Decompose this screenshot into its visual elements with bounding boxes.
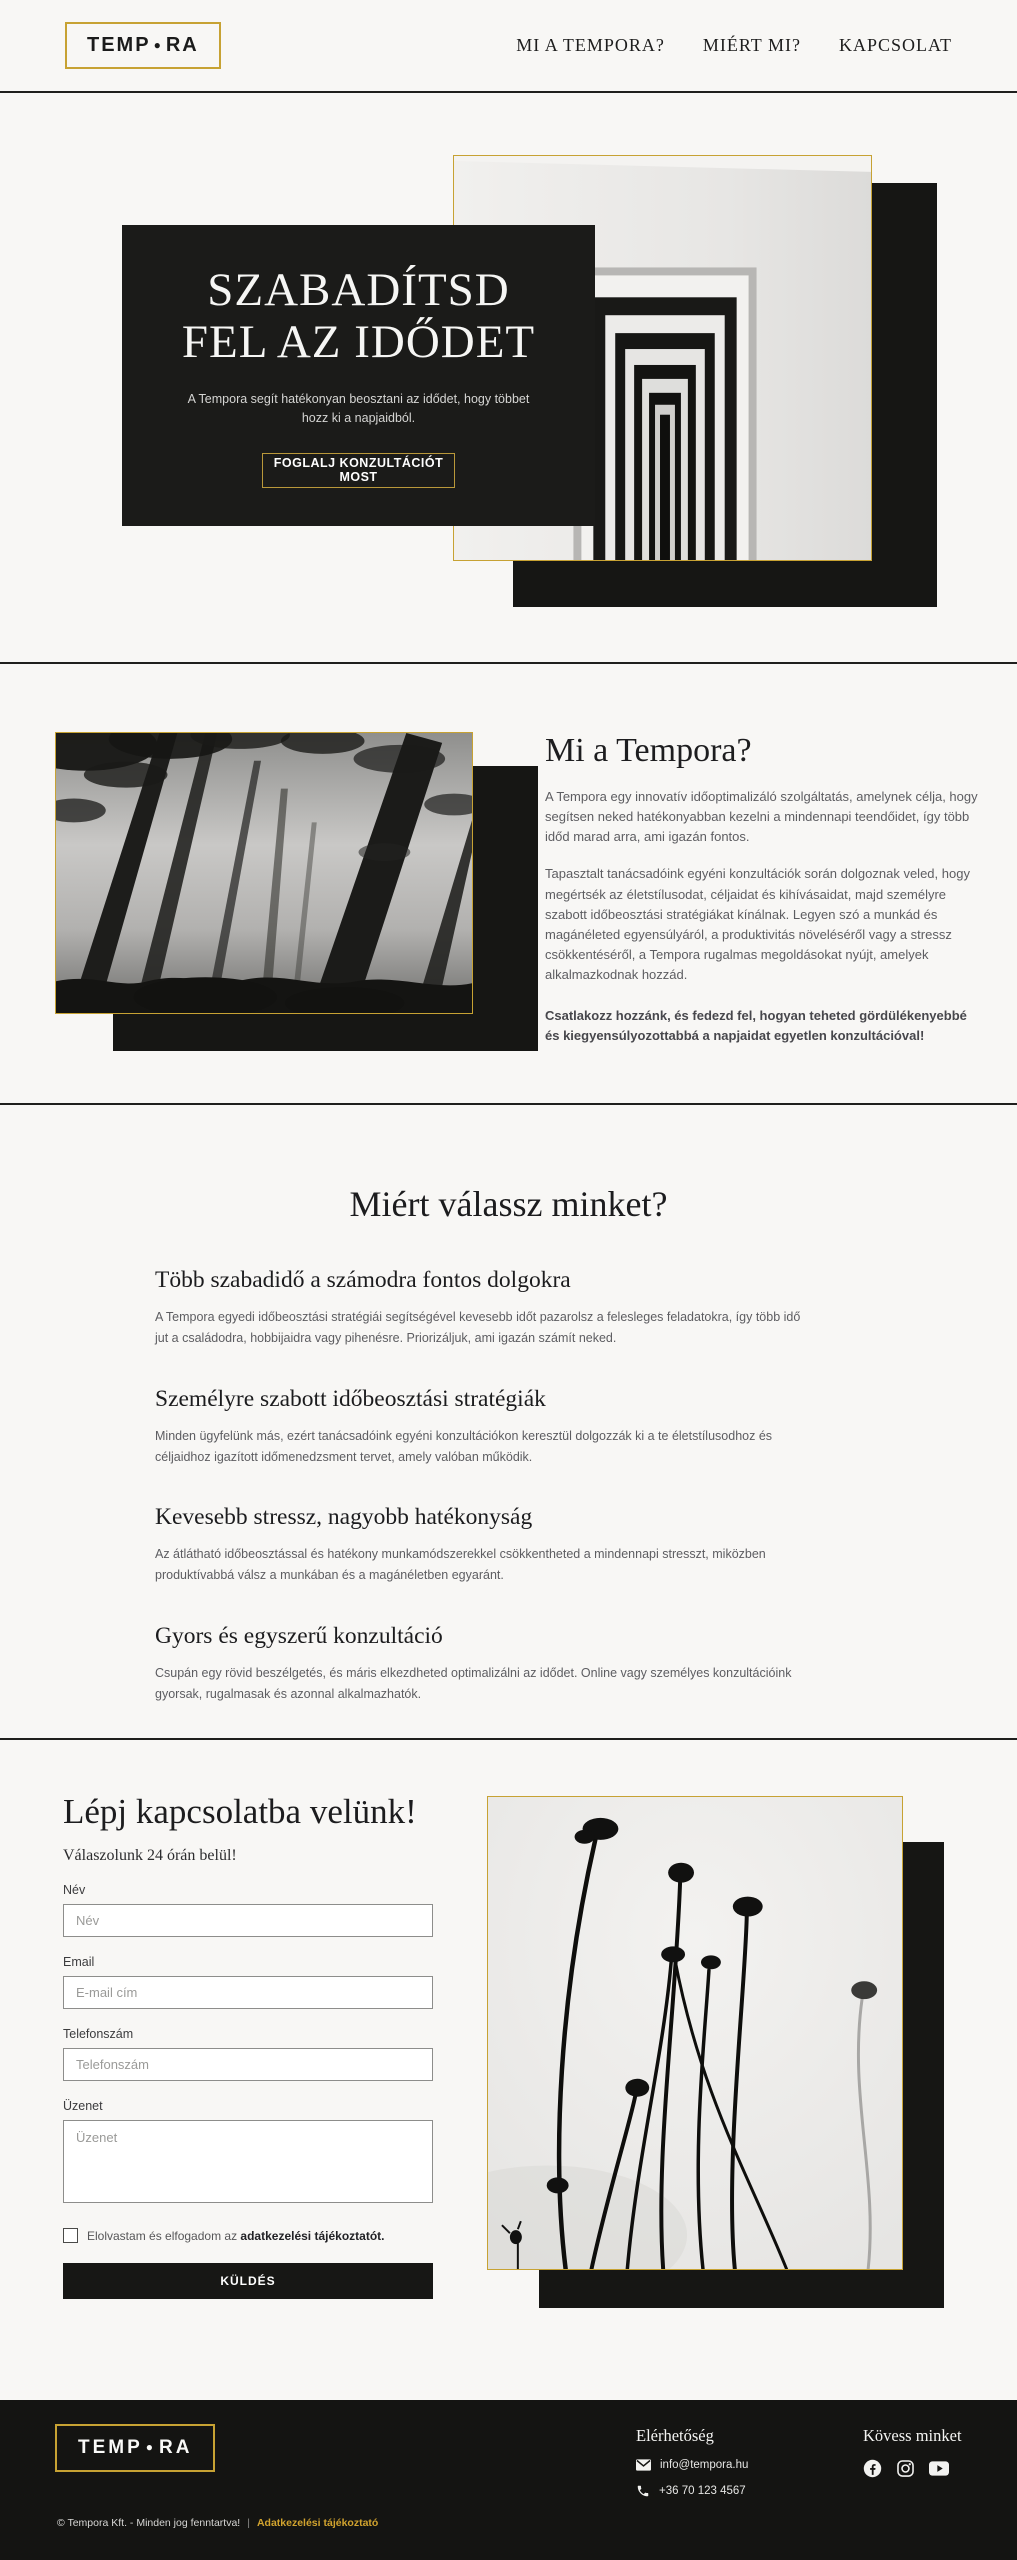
why-item-heading: Kevesebb stressz, nagyobb hatékonyság [155,1504,533,1530]
privacy-policy-link[interactable]: adatkezelési tájékoztatót. [240,2228,385,2243]
main-nav [516,35,952,56]
why-item-text: Az átlátható időbeosztással és hatékony munkamódszerekkel csökkentheted a mindennapi stresszt, miközben produktívabbá válsz a munkában és a magánéletben egyaránt. [155,1547,766,1583]
nav-item-miert-mi[interactable]: MIÉRT MI? [702,35,801,55]
why-item [155,1386,811,1469]
consent-row [63,2228,433,2243]
hero-card [122,225,595,526]
hero-subtitle: A Tempora segít hatékonyan beosztani az idődet, hogy többet hozz ki a napjaidból. [187,391,530,426]
about-paragraph-2: Tapasztalt tanácsadóink egyéni konzultációk során dolgoznak veled, hogy megértsék az életstílusodat, céljaidat és kihívásaidat, majd személyre szabott időbeosztási stratégiákat kínálnak. Legyen szó a munkád és magánéleted egyensúlyáról, a produktivitás növeléséről vagy a stressz csökkentéséről, a Tempora rugalmas megoldásokat nyújt, amelyek alkalmazkodnak hozzád. [545,866,970,983]
footer-logo-dot-icon: ● [145,2440,157,2454]
facebook-icon[interactable] [863,2459,882,2478]
why-item-text: Csupán egy rövid beszélgetés, és máris elkezdheted optimalizálni az idődet. Online vagy személyes konzultációink gyorsak, rugalmasak és azonnal alkalmazhatók. [155,1665,792,1701]
contact-title: Lépj kapcsolatba velünk! [63,1792,417,1831]
footer-logo-text-2: RA [159,2437,193,2458]
copyright-text: © Tempora Kft. - Minden jog fenntartva! [57,2517,241,2529]
privacy-policy-footer-link[interactable]: Adatkezelési tájékoztató [256,2517,379,2529]
footer-follow-heading: Kövess minket [863,2426,962,2445]
name-label: Név [63,1883,86,1897]
email-label: Email [63,1955,95,1969]
hero-section [0,93,1017,664]
about-paragraph-3: Csatlakozz hozzánk, és fedezd fel, hogyan teheted gördülékenyebbé és kiegyensúlyozottabbá a napjaidat egyetlen konzultációval! [545,1008,967,1044]
about-title: Mi a Tempora? [545,732,752,769]
hero-title-line1: SZABADÍTSD [207,263,510,316]
email-icon [636,2459,651,2471]
footer-contact-heading: Elérhetőség [636,2426,714,2445]
why-item [155,1504,811,1587]
phone-input[interactable] [63,2048,433,2081]
site-header [0,0,1017,93]
footer-email-link[interactable]: info@tempora.hu [660,2459,749,2471]
book-consultation-button[interactable]: FOGLALJ KONZULTÁCIÓT MOST [262,453,455,488]
logo-text-2: RA [165,34,199,56]
phone-label: Telefonszám [63,2027,134,2041]
why-item [155,1623,811,1706]
logo[interactable] [65,22,221,69]
why-item-heading: Személyre szabott időbeosztási stratégiák [155,1385,546,1412]
logo-text: TEMP [87,34,151,56]
footer-follow-column [863,2426,962,2478]
consent-checkbox[interactable] [63,2228,78,2243]
footer-phone-row [636,2484,748,2498]
footer-phone-link[interactable]: +36 70 123 4567 [659,2485,746,2497]
hero-title-line2: FEL AZ IDŐDET [181,316,536,369]
footer-separator: | [247,2517,250,2529]
submit-button[interactable]: KÜLDÉS [63,2263,433,2299]
hero-title [182,264,535,369]
consent-label [87,2229,384,2243]
footer-logo[interactable] [55,2424,215,2472]
footer-email-row [636,2459,748,2471]
consent-text: Elolvastam és elfogadom az [87,2228,241,2243]
nav-item-mi-a-tempora[interactable]: MI A TEMPORA? [516,35,665,55]
youtube-icon[interactable] [929,2461,949,2476]
email-input[interactable] [63,1976,433,2009]
why-section [0,1105,1017,1740]
about-section [0,664,1017,1105]
logo-dot-icon: ● [153,38,163,52]
contact-form [63,1883,433,2299]
why-item-heading: Gyors és egyszerű konzultáció [155,1622,443,1649]
site-footer [0,2400,1017,2560]
why-item-text: A Tempora egyedi időbeosztási stratégiái segítségével kevesebb időt pazarolsz a felesleges feladatokra, így több idő jut a családodra, hobbijaidra vagy pihenésre. Priorizáljuk, ami igazán számít neked. [155,1310,801,1346]
why-item-text: Minden ügyfelünk más, ezért tanácsadóink egyéni konzultációkon keresztül dolgozzák ki a te életstílusodhoz és céljaidhoz igazított időmenedzsment tervet, amely valóban működik. [155,1428,773,1464]
contact-column [63,1792,433,2299]
why-item [155,1267,811,1350]
about-forest-image [55,732,473,1014]
why-list [155,1267,811,1705]
why-title: Miért válassz minket? [349,1184,668,1224]
about-paragraph-1: A Tempora egy innovatív időoptimalizáló szolgáltatás, amelynek célja, hogy segítsen neked hatékonyabban kezelni a mindennapi teendőidet, így több időd marad arra, ami igazán fontos. [545,789,978,845]
footer-bottom-bar [57,2517,378,2529]
footer-contact-column [636,2426,748,2498]
social-icons-row [863,2459,962,2478]
name-input[interactable] [63,1904,433,1937]
message-input[interactable] [63,2120,433,2203]
contact-section [0,1740,1017,2400]
message-label: Üzenet [63,2099,103,2113]
contact-flowers-image [487,1796,903,2270]
why-item-heading: Több szabadidő a számodra fontos dolgokra [155,1267,571,1293]
phone-icon [636,2484,650,2498]
footer-logo-text: TEMP [78,2437,143,2458]
contact-subtitle: Válaszolunk 24 órán belül! [63,1847,237,1864]
instagram-icon[interactable] [896,2459,915,2478]
about-text-column [545,732,979,1047]
nav-item-kapcsolat[interactable]: KAPCSOLAT [838,35,952,55]
